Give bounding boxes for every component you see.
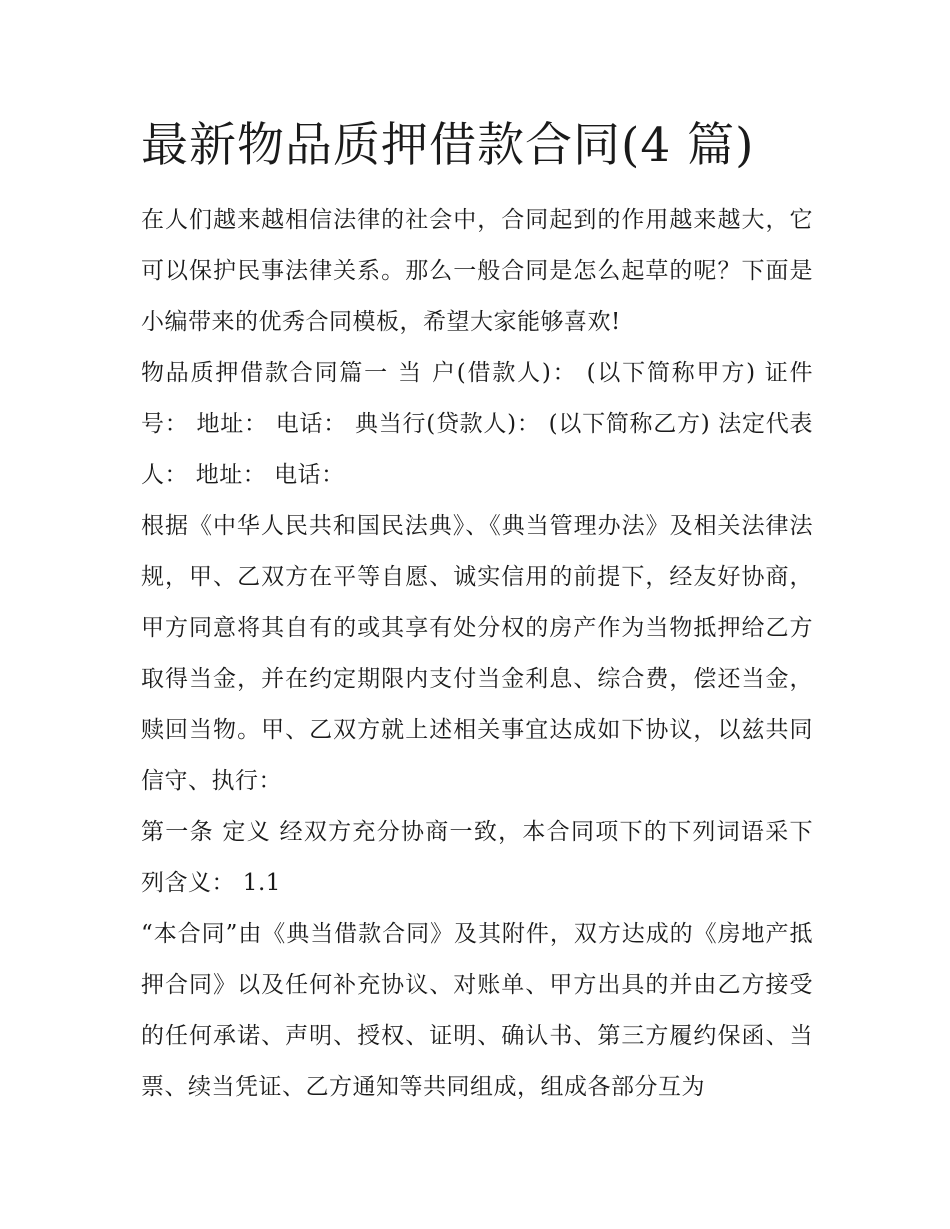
paragraph-intro: 在人们越来越相信法律的社会中，合同起到的作用越来越大，它可以保护民事法律关系。那么一般合同是怎么起草的呢？下面是小编带来的优秀合同模板，希望大家能够喜欢! (141, 207, 813, 335)
paragraph-article-1: 第一条 定义 经双方充分协商一致，本合同项下的下列词语采下列含义： 1.1 (141, 819, 813, 896)
paragraph-basis: 根据《中华人民共和国民法典》、《典当管理办法》及相关法律法规，甲、乙双方在平等自愿、诚实信用的前提下，经友好协商，甲方同意将其自有的或其享有处分权的房产作为当物抵押给乙方取得当金，并在约定期限内支付当金利息、综合费，偿还当金，赎回当物。甲、乙双方就上述相关事宜达成如下协议，以兹共同信守、执行： (141, 513, 813, 794)
paragraph-parties: 物品质押借款合同篇一 当 户(借款人)： (以下简称甲方) 证件号： 地址： 电话： 典当行(贷款人)： (以下简称乙方) 法定代表人： 地址： 电话： (141, 360, 813, 488)
document-title: 最新物品质押借款合同(4 篇) (141, 118, 755, 173)
paragraph-definition: “本合同”由《典当借款合同》及其附件，双方达成的《房地产抵押合同》以及任何补充协议、对账单、甲方出具的并由乙方接受的任何承诺、声明、授权、证明、确认书、第三方履约保函、当票、续当凭证、乙方通知等共同组成，组成各部分互为 (141, 921, 813, 1100)
document-page (141, 112, 813, 1113)
